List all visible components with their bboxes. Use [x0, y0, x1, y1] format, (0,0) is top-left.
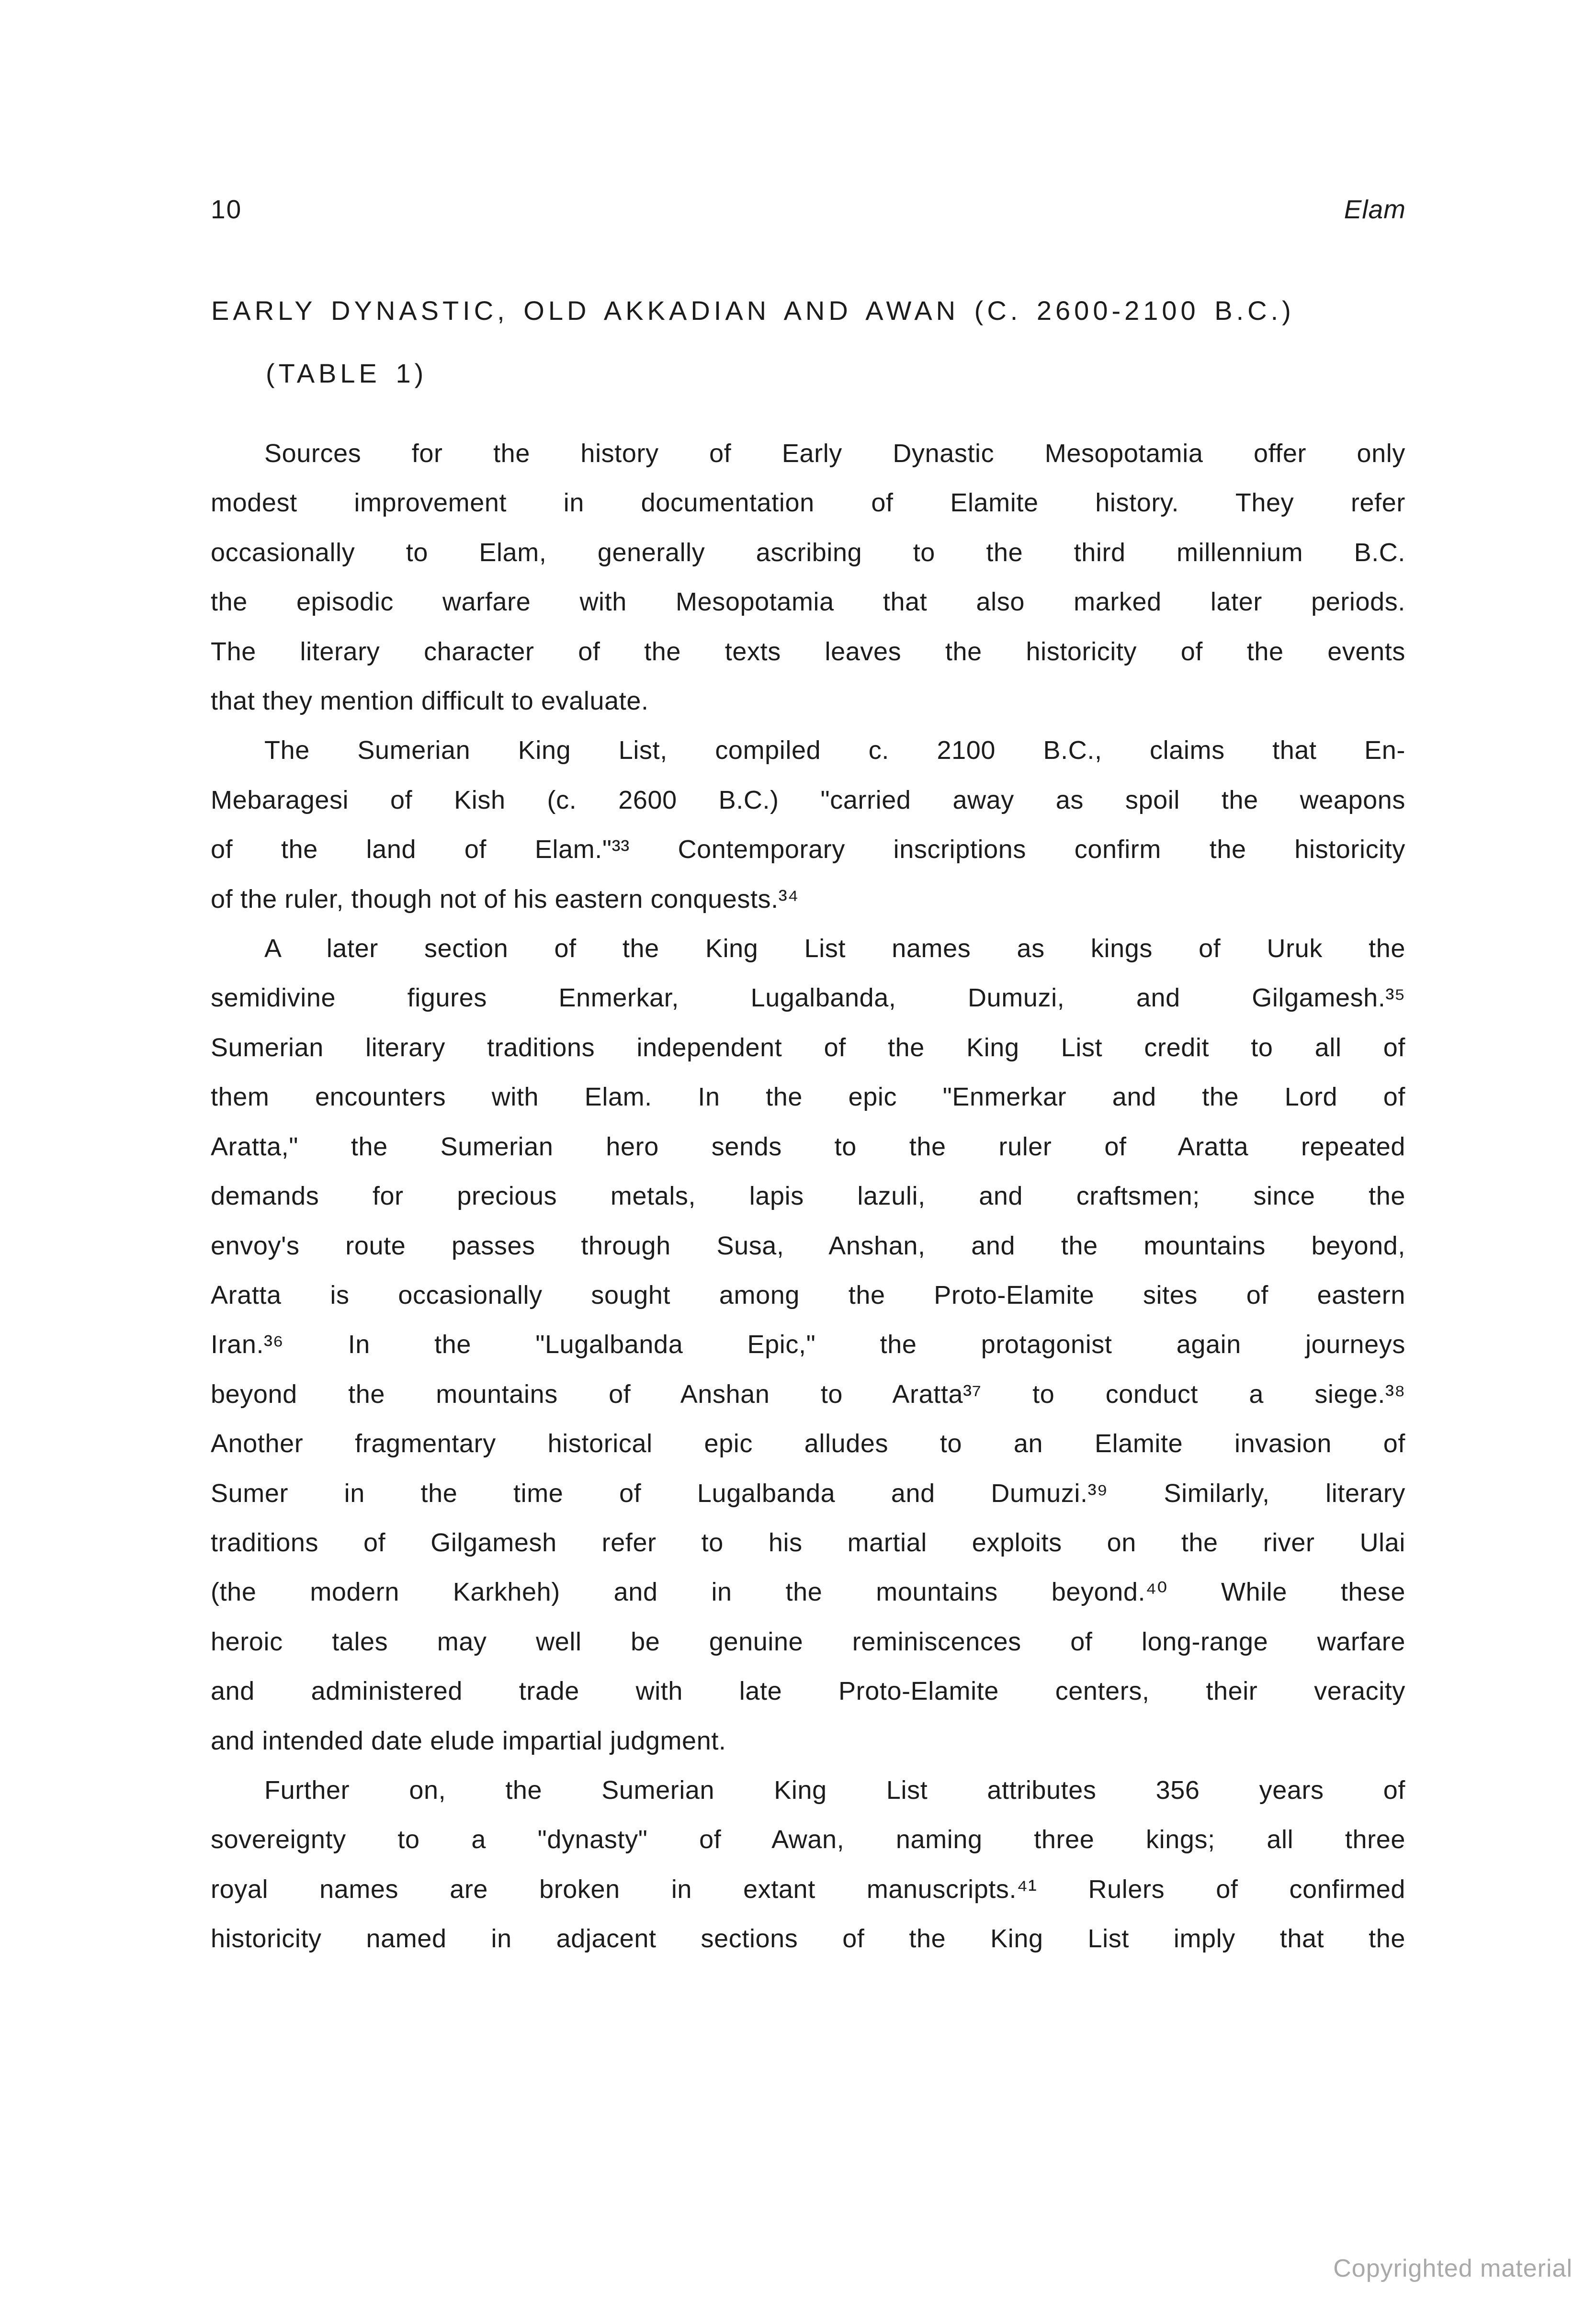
text-line: sovereignty to a "dynasty" of Awan, naming three kings; all three [211, 1825, 1405, 1854]
text-line: semidivine figures Enmerkar, Lugalbanda, Dumuzi, and Gilgamesh.³⁵ [211, 983, 1405, 1013]
page-number: 10 [211, 194, 242, 224]
text-line: and administered trade with late Proto-Elamite centers, their veracity [211, 1677, 1405, 1706]
text-line: the episodic warfare with Mesopotamia that also marked later periods. [211, 587, 1405, 617]
text-line: Aratta," the Sumerian hero sends to the ruler of Aratta repeated [211, 1132, 1405, 1161]
text-line: envoy's route passes through Susa, Anshan, and the mountains beyond, [211, 1231, 1405, 1260]
text-line: beyond the mountains of Anshan to Aratta³⁷ to conduct a siege.³⁸ [211, 1379, 1405, 1409]
body-text [211, 429, 1405, 1964]
section-heading [211, 279, 1408, 405]
text-line: demands for precious metals, lapis lazuli, and craftsmen; since the [211, 1182, 1405, 1211]
text-line: Mebaragesi of Kish (c. 2600 B.C.) "carried away as spoil the weapons [211, 785, 1405, 814]
paragraph [211, 726, 1405, 924]
text-line: of the land of Elam."³³ Contemporary inscriptions confirm the historicity [211, 835, 1405, 864]
text-line: Sumerian literary traditions independent of the King List credit to all of [211, 1033, 1405, 1062]
text-line: Another fragmentary historical epic alludes to an Elamite invasion of [211, 1429, 1405, 1458]
page-header [211, 194, 1406, 225]
text-line: historicity named in adjacent sections of the King List imply that the [211, 1924, 1405, 1953]
paragraph [211, 1766, 1405, 1964]
text-line: Aratta is occasionally sought among the Proto-Elamite sites of eastern [211, 1280, 1405, 1309]
text-line: occasionally to Elam, generally ascribing to the third millennium B.C. [211, 538, 1405, 567]
text-line: traditions of Gilgamesh refer to his martial exploits on the river Ulai [211, 1528, 1405, 1557]
text-line: (the modern Karkheh) and in the mountains beyond.⁴⁰ While these [211, 1578, 1405, 1607]
text-line: A later section of the King List names as kings of Uruk the [264, 934, 1405, 963]
text-line: heroic tales may well be genuine reminiscences of long-range warfare [211, 1627, 1405, 1656]
text-line: Further on, the Sumerian King List attributes 356 years of [264, 1775, 1405, 1805]
section-heading-line1: EARLY DYNASTIC, OLD AKKADIAN AND AWAN (C. 2600-2100 B.C.) [211, 295, 1295, 326]
text-line: of the ruler, though not of his eastern conquests.³⁴ [211, 884, 799, 914]
text-line: and intended date elude impartial judgment. [211, 1726, 726, 1755]
text-line: royal names are broken in extant manuscripts.⁴¹ Rulers of confirmed [211, 1874, 1405, 1904]
text-line: The Sumerian King List, compiled c. 2100 B.C., claims that En- [264, 736, 1405, 765]
text-line: Sumer in the time of Lugalbanda and Dumuzi.³⁹ Similarly, literary [211, 1479, 1405, 1508]
text-line: Iran.³⁶ In the "Lugalbanda Epic," the protagonist again journeys [211, 1330, 1405, 1359]
text-line: Sources for the history of Early Dynastic Mesopotamia offer only [264, 439, 1405, 468]
running-head: Elam [1344, 194, 1406, 224]
text-line: The literary character of the texts leaves the historicity of the events [211, 637, 1405, 666]
text-line: that they mention difficult to evaluate. [211, 687, 649, 716]
text-line: modest improvement in documentation of Elamite history. They refer [211, 488, 1405, 518]
paragraph [211, 924, 1405, 1766]
copyright-watermark: Copyrighted material [1333, 2255, 1573, 2282]
paragraph [211, 429, 1405, 726]
text-line: them encounters with Elam. In the epic "Enmerkar and the Lord of [211, 1083, 1405, 1112]
section-heading-line2: (TABLE 1) [266, 358, 428, 388]
